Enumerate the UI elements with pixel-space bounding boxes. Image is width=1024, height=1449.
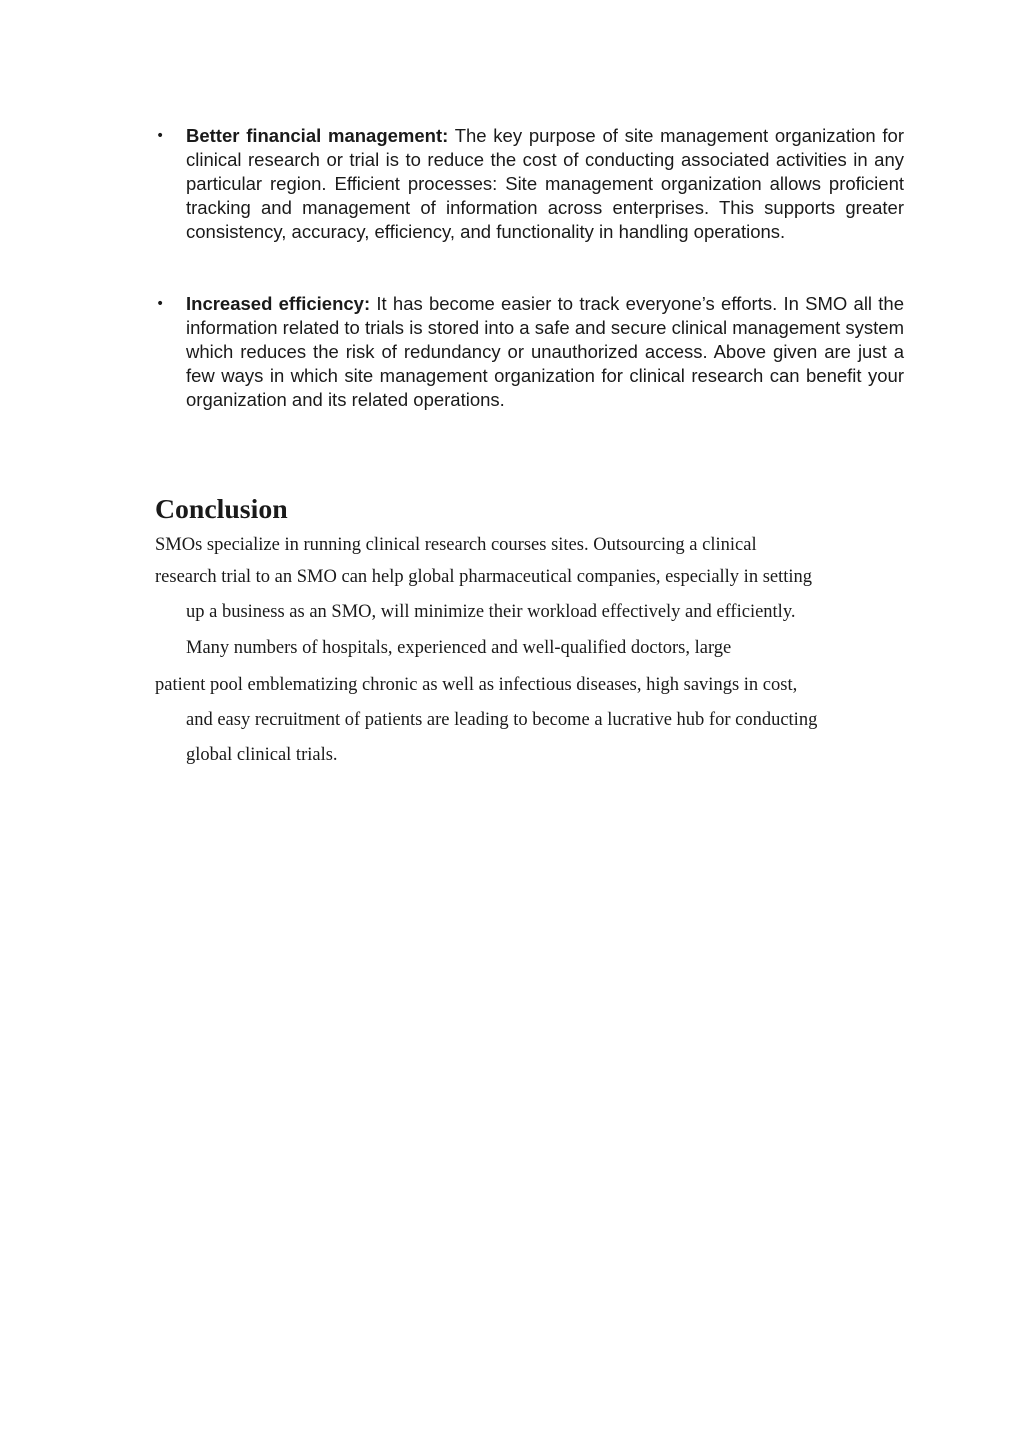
bullet-term: Better financial management: bbox=[186, 125, 449, 146]
bullet-item-increased-efficiency bbox=[155, 292, 904, 412]
conclusion-line: research trial to an SMO can help global pharmaceutical companies, especially in setting bbox=[155, 567, 813, 587]
bullet-list bbox=[155, 124, 904, 412]
conclusion-line: SMOs specialize in running clinical research courses sites. Outsourcing a clinical bbox=[155, 535, 757, 555]
bullet-item-financial-management bbox=[155, 124, 904, 244]
conclusion-line: up a business as an SMO, will minimize their workload effectively and efficiently. bbox=[186, 602, 796, 622]
conclusion-line: Many numbers of hospitals, experienced and well-qualified doctors, large bbox=[186, 638, 732, 658]
conclusion-line: global clinical trials. bbox=[186, 745, 338, 765]
conclusion-section bbox=[155, 494, 915, 765]
bullet-term: Increased efficiency: bbox=[186, 293, 371, 314]
bullet-text: It has become easier to track everyone’s efforts. In SMO all the information related to trials is stored into a safe and secure clinical management system which reduces the risk of redundancy or unauthorized access. Above given are just a few ways in which site management organization for clinical research can benefit your organization and its related operations. bbox=[186, 293, 904, 410]
conclusion-line: and easy recruitment of patients are leading to become a lucrative hub for conducting bbox=[186, 710, 818, 730]
conclusion-heading: Conclusion bbox=[155, 494, 288, 525]
bullet-dot-icon: • bbox=[156, 128, 165, 144]
bullet-text: The key purpose of site management organization for clinical research or trial is to reduce the cost of conducting associated activities in any particular region. Efficient processes: Site management organization allows proficient tracking and management of information across enterprises. This supports greater consistency, accuracy, efficiency, and functionality in handling operations. bbox=[186, 125, 904, 242]
bullet-dot-icon: • bbox=[156, 296, 165, 312]
conclusion-line: patient pool emblematizing chronic as well as infectious diseases, high savings in cost, bbox=[155, 675, 798, 695]
